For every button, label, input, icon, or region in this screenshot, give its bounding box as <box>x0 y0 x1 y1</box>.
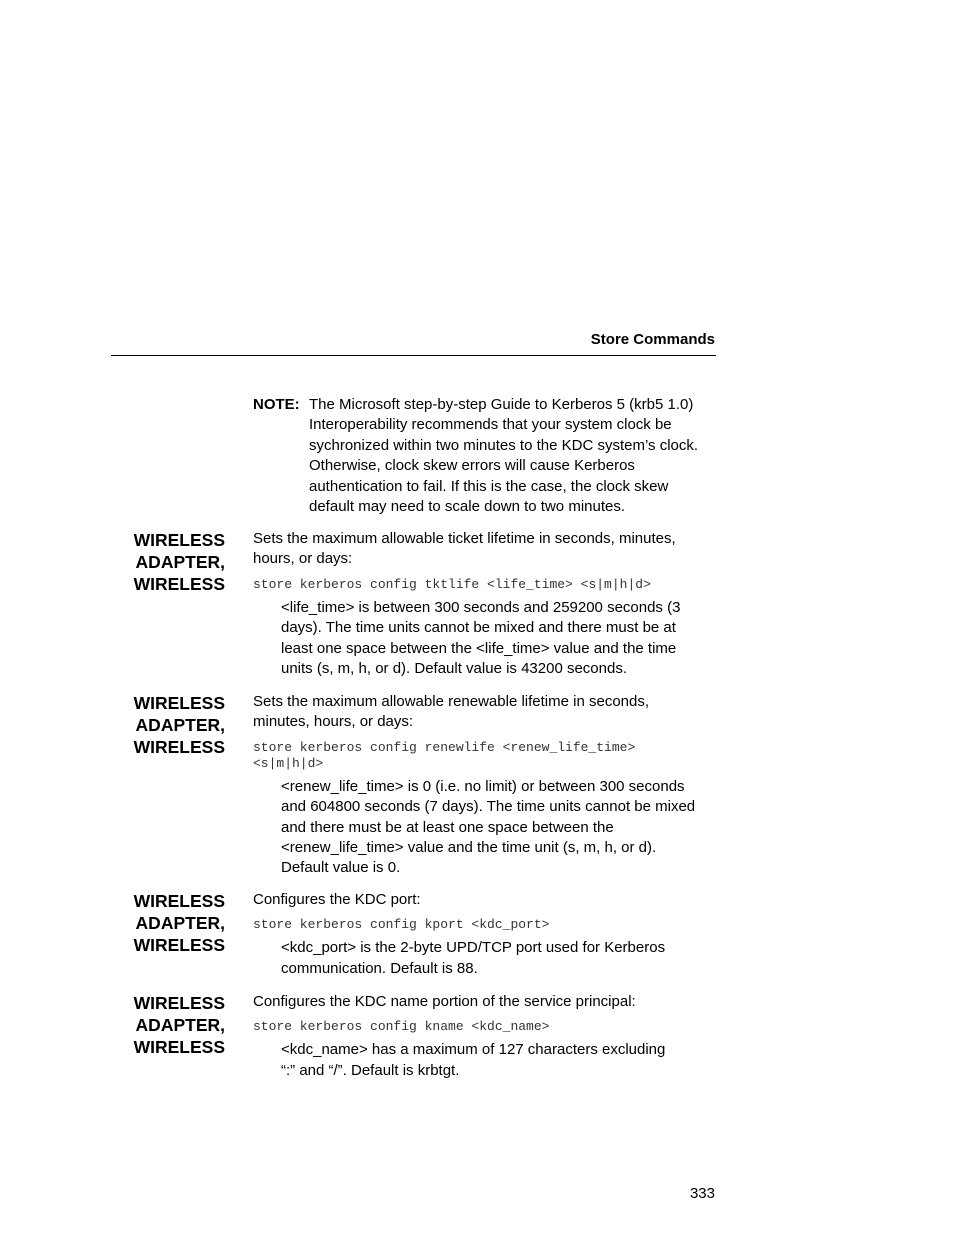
lead-line: Sets the maximum allowable renewable lifetime in seconds, <box>253 693 650 710</box>
section-body <box>253 890 721 979</box>
section-body <box>253 529 721 679</box>
section-kname <box>111 992 721 1081</box>
desc-line: days). The time units cannot be mixed and there must be at <box>281 619 676 637</box>
side-heading <box>111 992 225 1058</box>
note-label: NOTE: <box>253 396 300 413</box>
note-line: sychronized within two minutes to the KDC system’s clock. <box>309 436 699 454</box>
parameter-description <box>281 777 721 879</box>
lead-line: hours, or days: <box>253 550 353 568</box>
lead-line: Configures the KDC name portion of the service principal: <box>253 993 636 1010</box>
side-heading-line: WIRELESS <box>133 530 225 550</box>
side-heading-line: WIRELESS <box>133 935 225 955</box>
note-block <box>253 395 723 517</box>
desc-line: <kdc_port> is the 2-byte UPD/TCP port used for Kerberos <box>281 939 666 957</box>
header-rule <box>111 355 716 356</box>
section-renewlife <box>111 692 721 879</box>
section-body <box>253 692 721 879</box>
code-line: store kerberos config tktlife <life_time> <s|m|h|d> <box>253 576 651 592</box>
page-number: 333 <box>689 1185 715 1202</box>
desc-line: <renew_life_time> value and the time unit (s, m, h, or d). <box>281 839 657 857</box>
side-heading-line: WIRELESS <box>133 1037 225 1057</box>
note-line: The Microsoft step-by-step Guide to Kerberos 5 (krb5 1.0) <box>309 396 694 413</box>
desc-line: least one space between the <life_time> value and the time <box>281 639 677 657</box>
parameter-description <box>281 1040 721 1081</box>
section-lead <box>253 890 721 910</box>
note-line: authentication to fail. If this is the case, the clock skew <box>309 477 669 495</box>
note-line: Interoperability recommends that your system clock be <box>309 416 672 434</box>
running-header-title: Store Commands <box>590 331 715 348</box>
section-lead <box>253 529 721 570</box>
code-line: store kerberos config kport <kdc_port> <box>253 917 550 933</box>
section-lead <box>253 992 721 1012</box>
side-heading <box>111 890 225 956</box>
side-heading-line: ADAPTER, <box>135 715 225 735</box>
side-heading-line: ADAPTER, <box>135 913 225 933</box>
side-heading-line: ADAPTER, <box>135 552 225 572</box>
desc-line: <life_time> is between 300 seconds and 259200 seconds (3 <box>281 598 681 616</box>
side-heading-line: ADAPTER, <box>135 1015 225 1035</box>
command-syntax <box>253 917 721 933</box>
section-lead <box>253 692 721 733</box>
desc-line: <renew_life_time> is 0 (i.e. no limit) or between 300 seconds <box>281 777 685 795</box>
side-heading-line: WIRELESS <box>133 574 225 594</box>
code-line: store kerberos config renewlife <renew_life_time> <box>253 739 636 755</box>
desc-line: Default value is 0. <box>281 859 401 877</box>
side-heading <box>111 529 225 595</box>
command-syntax <box>253 1019 721 1035</box>
section-kport <box>111 890 721 979</box>
note-line: default may need to scale down to two minutes. <box>309 498 626 516</box>
section-tktlife <box>111 529 721 679</box>
command-syntax <box>253 577 721 593</box>
code-line: store kerberos config kname <kdc_name> <box>253 1019 550 1035</box>
desc-line: units (s, m, h, or d). Default value is 43200 seconds. <box>281 660 628 678</box>
note-line: Otherwise, clock skew errors will cause Kerberos <box>309 457 635 475</box>
side-heading-line: WIRELESS <box>133 737 225 757</box>
section-body <box>253 992 721 1081</box>
desc-line: “:” and “/”. Default is krbtgt. <box>281 1061 460 1079</box>
command-syntax <box>253 740 721 772</box>
desc-line: and there must be at least one space between the <box>281 818 614 836</box>
parameter-description <box>281 938 721 979</box>
code-line: <s|m|h|d> <box>253 755 324 771</box>
side-heading-line: WIRELESS <box>133 891 225 911</box>
note-text <box>309 395 723 517</box>
side-heading-line: WIRELESS <box>133 993 225 1013</box>
side-heading <box>111 692 225 758</box>
lead-line: Configures the KDC port: <box>253 891 421 908</box>
parameter-description <box>281 598 721 680</box>
lead-line: Sets the maximum allowable ticket lifetime in seconds, minutes, <box>253 530 676 547</box>
desc-line: <kdc_name> has a maximum of 127 characters excluding <box>281 1041 666 1059</box>
side-heading-line: WIRELESS <box>133 693 225 713</box>
lead-line: minutes, hours, or days: <box>253 713 414 731</box>
desc-line: and 604800 seconds (7 days). The time units cannot be mixed <box>281 798 696 816</box>
desc-line: communication. Default is 88. <box>281 959 478 977</box>
